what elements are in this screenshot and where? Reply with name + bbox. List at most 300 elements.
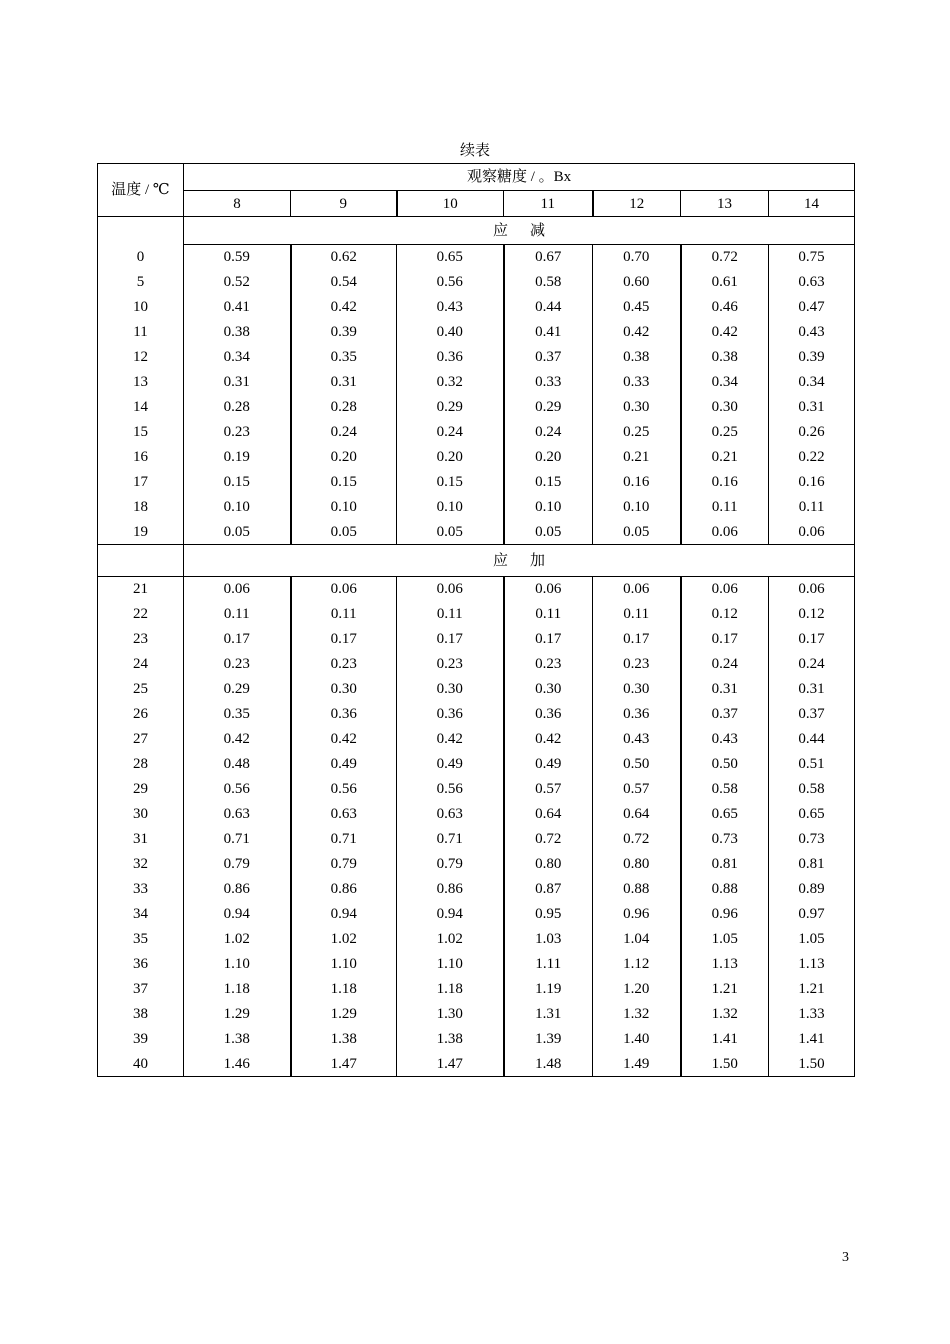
correction-value-cell: 0.65: [769, 801, 855, 826]
correction-value-cell: 0.56: [397, 776, 504, 801]
correction-value-cell: 0.58: [769, 776, 855, 801]
correction-value-cell: 0.34: [681, 369, 769, 394]
header-row-columns: [98, 191, 855, 217]
correction-value-cell: 0.50: [681, 751, 769, 776]
correction-value-cell: 1.21: [681, 976, 769, 1001]
correction-value-cell: 0.58: [681, 776, 769, 801]
correction-value-cell: 0.56: [184, 776, 291, 801]
correction-value-cell: 1.02: [291, 926, 397, 951]
correction-value-cell: 0.63: [291, 801, 397, 826]
table-row: [98, 269, 855, 294]
correction-value-cell: 1.41: [681, 1026, 769, 1051]
correction-value-cell: 0.86: [397, 876, 504, 901]
section-label-subtract: 应减: [184, 217, 855, 245]
temperature-cell: 32: [133, 855, 148, 872]
table-row: [98, 801, 855, 826]
correction-value-cell: 0.79: [184, 851, 291, 876]
correction-value-cell: 0.10: [184, 494, 291, 519]
correction-value-cell: 0.67: [504, 245, 593, 270]
correction-value-cell: 0.38: [593, 344, 681, 369]
correction-value-cell: 1.02: [397, 926, 504, 951]
correction-value-cell: 0.35: [291, 344, 397, 369]
correction-value-cell: 0.70: [593, 245, 681, 270]
correction-value-cell: 0.30: [504, 676, 593, 701]
section-blank-cell: [98, 217, 184, 245]
correction-value-cell: 1.29: [291, 1001, 397, 1026]
table-row: [98, 344, 855, 369]
table-row: [98, 245, 855, 270]
temperature-cell: 19: [133, 523, 148, 540]
correction-value-cell: 0.30: [681, 394, 769, 419]
correction-value-cell: 1.39: [504, 1026, 593, 1051]
correction-value-cell: 0.33: [504, 369, 593, 394]
correction-value-cell: 0.64: [504, 801, 593, 826]
correction-value-cell: 0.41: [184, 294, 291, 319]
correction-value-cell: 0.17: [504, 626, 593, 651]
correction-value-cell: 0.63: [769, 269, 855, 294]
page-number: 3: [842, 1250, 849, 1265]
temperature-cell: 26: [133, 705, 148, 722]
table-row: [98, 319, 855, 344]
table-row: [98, 369, 855, 394]
table-row: [98, 751, 855, 776]
correction-value-cell: 0.42: [504, 726, 593, 751]
correction-value-cell: 1.03: [504, 926, 593, 951]
correction-value-cell: 0.79: [291, 851, 397, 876]
correction-value-cell: 0.20: [397, 444, 504, 469]
correction-value-cell: 0.28: [184, 394, 291, 419]
column-header-14: 14: [769, 191, 855, 217]
correction-value-cell: 0.36: [291, 701, 397, 726]
correction-value-cell: 1.49: [593, 1051, 681, 1077]
table-row: [98, 701, 855, 726]
correction-value-cell: 0.23: [504, 651, 593, 676]
correction-value-cell: 1.38: [397, 1026, 504, 1051]
correction-value-cell: 0.81: [681, 851, 769, 876]
correction-value-cell: 0.89: [769, 876, 855, 901]
correction-value-cell: 0.25: [681, 419, 769, 444]
correction-value-cell: 0.11: [397, 601, 504, 626]
correction-value-cell: 1.21: [769, 976, 855, 1001]
correction-value-cell: 0.16: [769, 469, 855, 494]
correction-value-cell: 0.28: [291, 394, 397, 419]
correction-value-cell: 0.06: [291, 577, 397, 602]
section-blank-cell: [98, 545, 184, 577]
correction-value-cell: 0.21: [593, 444, 681, 469]
correction-value-cell: 0.24: [291, 419, 397, 444]
temperature-cell: 12: [133, 348, 148, 365]
correction-value-cell: 0.42: [593, 319, 681, 344]
correction-value-cell: 0.24: [504, 419, 593, 444]
correction-value-cell: 1.38: [184, 1026, 291, 1051]
correction-value-cell: 0.49: [504, 751, 593, 776]
correction-value-cell: 0.96: [681, 901, 769, 926]
correction-value-cell: 0.05: [184, 519, 291, 545]
correction-value-cell: 0.49: [397, 751, 504, 776]
correction-value-cell: 1.30: [397, 1001, 504, 1026]
correction-value-cell: 0.65: [681, 801, 769, 826]
correction-value-cell: 0.86: [291, 876, 397, 901]
table-row: [98, 676, 855, 701]
correction-value-cell: 0.37: [504, 344, 593, 369]
table-caption: 续表: [459, 143, 490, 159]
correction-value-cell: 0.17: [184, 626, 291, 651]
correction-value-cell: 0.17: [397, 626, 504, 651]
correction-value-cell: 0.34: [769, 369, 855, 394]
correction-value-cell: 0.15: [184, 469, 291, 494]
temperature-cell: 37: [133, 980, 148, 997]
correction-value-cell: 0.47: [769, 294, 855, 319]
correction-value-cell: 0.29: [504, 394, 593, 419]
correction-value-cell: 0.11: [184, 601, 291, 626]
correction-value-cell: 0.71: [291, 826, 397, 851]
correction-value-cell: 0.23: [397, 651, 504, 676]
correction-value-cell: 1.11: [504, 951, 593, 976]
temperature-cell: 25: [133, 680, 148, 697]
correction-value-cell: 0.05: [397, 519, 504, 545]
correction-value-cell: 0.64: [593, 801, 681, 826]
table-row: [98, 651, 855, 676]
correction-value-cell: 1.29: [184, 1001, 291, 1026]
correction-value-cell: 0.37: [769, 701, 855, 726]
table-row: [98, 976, 855, 1001]
correction-value-cell: 0.51: [769, 751, 855, 776]
table-row: [98, 294, 855, 319]
temperature-cell: 28: [133, 755, 148, 772]
column-header-12: 12: [593, 191, 681, 217]
table-row: [98, 419, 855, 444]
correction-value-cell: 0.61: [681, 269, 769, 294]
correction-value-cell: 1.47: [397, 1051, 504, 1077]
correction-value-cell: 0.81: [769, 851, 855, 876]
correction-value-cell: 0.17: [681, 626, 769, 651]
correction-value-cell: 0.24: [397, 419, 504, 444]
correction-value-cell: 0.45: [593, 294, 681, 319]
correction-value-cell: 0.54: [291, 269, 397, 294]
row-header-temperature: 温度 / ℃: [98, 164, 184, 217]
correction-value-cell: 0.52: [184, 269, 291, 294]
correction-value-cell: 0.95: [504, 901, 593, 926]
correction-value-cell: 0.24: [681, 651, 769, 676]
temperature-cell: 10: [133, 298, 148, 315]
correction-value-cell: 0.20: [291, 444, 397, 469]
temperature-cell: 40: [133, 1055, 148, 1072]
correction-value-cell: 0.10: [397, 494, 504, 519]
correction-value-cell: 0.50: [593, 751, 681, 776]
correction-value-cell: 1.32: [681, 1001, 769, 1026]
correction-value-cell: 0.71: [397, 826, 504, 851]
correction-value-cell: 1.18: [184, 976, 291, 1001]
correction-value-cell: 0.63: [397, 801, 504, 826]
correction-value-cell: 0.43: [681, 726, 769, 751]
correction-value-cell: 0.32: [397, 369, 504, 394]
correction-value-cell: 0.10: [593, 494, 681, 519]
correction-value-cell: 0.44: [769, 726, 855, 751]
correction-value-cell: 1.48: [504, 1051, 593, 1077]
correction-value-cell: 0.73: [681, 826, 769, 851]
correction-value-cell: 0.65: [397, 245, 504, 270]
correction-value-cell: 0.38: [184, 319, 291, 344]
correction-value-cell: 0.59: [184, 245, 291, 270]
correction-value-cell: 0.34: [184, 344, 291, 369]
correction-value-cell: 0.97: [769, 901, 855, 926]
correction-value-cell: 0.23: [291, 651, 397, 676]
correction-value-cell: 0.15: [291, 469, 397, 494]
correction-value-cell: 1.50: [681, 1051, 769, 1077]
correction-value-cell: 0.31: [291, 369, 397, 394]
correction-value-cell: 0.62: [291, 245, 397, 270]
correction-value-cell: 0.11: [593, 601, 681, 626]
correction-value-cell: 1.04: [593, 926, 681, 951]
correction-value-cell: 0.17: [593, 626, 681, 651]
temperature-cell: 30: [133, 805, 148, 822]
correction-value-cell: 0.16: [681, 469, 769, 494]
correction-value-cell: 0.12: [769, 601, 855, 626]
correction-value-cell: 0.94: [291, 901, 397, 926]
correction-value-cell: 0.43: [769, 319, 855, 344]
section-label-add: 应加: [184, 545, 855, 577]
correction-value-cell: 0.29: [397, 394, 504, 419]
correction-value-cell: 0.12: [681, 601, 769, 626]
correction-value-cell: 1.40: [593, 1026, 681, 1051]
correction-value-cell: 0.36: [397, 701, 504, 726]
correction-value-cell: 0.31: [769, 394, 855, 419]
temperature-cell: 13: [133, 373, 148, 390]
correction-value-cell: 0.19: [184, 444, 291, 469]
temperature-cell: 31: [133, 830, 148, 847]
correction-value-cell: 0.05: [504, 519, 593, 545]
table-row: [98, 851, 855, 876]
correction-value-cell: 1.12: [593, 951, 681, 976]
correction-value-cell: 0.24: [769, 651, 855, 676]
correction-value-cell: 0.36: [397, 344, 504, 369]
correction-value-cell: 0.16: [593, 469, 681, 494]
temperature-cell: 36: [133, 955, 148, 972]
correction-value-cell: 0.73: [769, 826, 855, 851]
correction-value-cell: 0.23: [184, 651, 291, 676]
correction-value-cell: 0.22: [769, 444, 855, 469]
correction-value-cell: 0.86: [184, 876, 291, 901]
table-row: [98, 577, 855, 602]
correction-value-cell: 0.06: [504, 577, 593, 602]
correction-value-cell: 0.05: [593, 519, 681, 545]
section-row-add: [98, 545, 855, 577]
correction-value-cell: 0.94: [184, 901, 291, 926]
correction-value-cell: 0.06: [769, 577, 855, 602]
table-row: [98, 776, 855, 801]
correction-value-cell: 1.19: [504, 976, 593, 1001]
correction-value-cell: 0.31: [184, 369, 291, 394]
header-row-group: [98, 164, 855, 191]
temperature-cell: 15: [133, 423, 148, 440]
correction-value-cell: 1.38: [291, 1026, 397, 1051]
table-row: [98, 876, 855, 901]
sugar-correction-table: [97, 163, 855, 1077]
correction-value-cell: 0.15: [397, 469, 504, 494]
correction-value-cell: 0.25: [593, 419, 681, 444]
table-row: [98, 901, 855, 926]
temperature-cell: 35: [133, 930, 148, 947]
correction-value-cell: 0.17: [769, 626, 855, 651]
correction-value-cell: 0.38: [681, 344, 769, 369]
temperature-cell: 29: [133, 780, 148, 797]
correction-value-cell: 0.36: [593, 701, 681, 726]
correction-value-cell: 0.46: [681, 294, 769, 319]
correction-value-cell: 0.06: [769, 519, 855, 545]
correction-value-cell: 0.94: [397, 901, 504, 926]
correction-value-cell: 1.50: [769, 1051, 855, 1077]
correction-value-cell: 0.10: [504, 494, 593, 519]
correction-value-cell: 0.33: [593, 369, 681, 394]
correction-value-cell: 1.10: [291, 951, 397, 976]
temperature-cell: 0: [136, 248, 145, 265]
temperature-cell: 38: [133, 1005, 148, 1022]
correction-value-cell: 1.05: [769, 926, 855, 951]
table-row: [98, 394, 855, 419]
correction-value-cell: 0.39: [769, 344, 855, 369]
correction-value-cell: 0.60: [593, 269, 681, 294]
correction-value-cell: 1.02: [184, 926, 291, 951]
table-row: [98, 469, 855, 494]
correction-value-cell: 0.23: [184, 419, 291, 444]
table-row: [98, 726, 855, 751]
correction-value-cell: 1.41: [769, 1026, 855, 1051]
correction-value-cell: 0.11: [504, 601, 593, 626]
correction-value-cell: 0.31: [769, 676, 855, 701]
correction-value-cell: 0.79: [397, 851, 504, 876]
correction-value-cell: 0.39: [291, 319, 397, 344]
temperature-cell: 11: [133, 323, 148, 340]
correction-value-cell: 0.11: [769, 494, 855, 519]
table-row: [98, 626, 855, 651]
correction-value-cell: 0.06: [397, 577, 504, 602]
correction-value-cell: 0.63: [184, 801, 291, 826]
correction-value-cell: 1.13: [769, 951, 855, 976]
group-header-brix: 观察糖度 / 。Bx: [184, 164, 855, 191]
temperature-cell: 24: [133, 655, 148, 672]
column-header-13: 13: [681, 191, 769, 217]
column-header-10: 10: [397, 191, 504, 217]
correction-value-cell: 0.48: [184, 751, 291, 776]
table-row: [98, 1026, 855, 1051]
correction-value-cell: 0.35: [184, 701, 291, 726]
temperature-cell: 34: [133, 905, 148, 922]
correction-value-cell: 0.43: [397, 294, 504, 319]
correction-value-cell: 1.47: [291, 1051, 397, 1077]
correction-value-cell: 0.21: [681, 444, 769, 469]
correction-value-cell: 0.11: [681, 494, 769, 519]
table-row: [98, 1051, 855, 1077]
table-row: [98, 951, 855, 976]
temperature-cell: 22: [133, 605, 148, 622]
correction-value-cell: 0.36: [504, 701, 593, 726]
correction-value-cell: 1.31: [504, 1001, 593, 1026]
correction-value-cell: 0.58: [504, 269, 593, 294]
correction-value-cell: 0.72: [504, 826, 593, 851]
column-header-9: 9: [291, 191, 397, 217]
correction-value-cell: 0.23: [593, 651, 681, 676]
temperature-cell: 21: [133, 581, 148, 597]
table-row: [98, 826, 855, 851]
correction-value-cell: 0.56: [397, 269, 504, 294]
correction-value-cell: 1.33: [769, 1001, 855, 1026]
column-header-11: 11: [504, 191, 593, 217]
correction-value-cell: 0.42: [397, 726, 504, 751]
correction-value-cell: 1.10: [397, 951, 504, 976]
correction-value-cell: 1.18: [291, 976, 397, 1001]
temperature-cell: 16: [133, 448, 148, 465]
temperature-cell: 27: [133, 730, 148, 747]
correction-value-cell: 0.42: [681, 319, 769, 344]
correction-value-cell: 0.20: [504, 444, 593, 469]
table-row: [98, 926, 855, 951]
correction-value-cell: 1.05: [681, 926, 769, 951]
correction-value-cell: 0.06: [184, 577, 291, 602]
correction-value-cell: 0.49: [291, 751, 397, 776]
table-row: [98, 494, 855, 519]
correction-value-cell: 0.88: [593, 876, 681, 901]
correction-value-cell: 0.43: [593, 726, 681, 751]
correction-value-cell: 1.20: [593, 976, 681, 1001]
temperature-cell: 18: [133, 498, 148, 515]
correction-value-cell: 0.06: [681, 519, 769, 545]
correction-value-cell: 0.29: [184, 676, 291, 701]
temperature-cell: 39: [133, 1030, 148, 1047]
temperature-cell: 23: [133, 630, 148, 647]
column-header-8: 8: [184, 191, 291, 217]
correction-value-cell: 0.41: [504, 319, 593, 344]
correction-value-cell: 0.57: [593, 776, 681, 801]
temperature-cell: 14: [133, 398, 148, 415]
table-row: [98, 601, 855, 626]
correction-value-cell: 0.72: [593, 826, 681, 851]
correction-value-cell: 0.88: [681, 876, 769, 901]
correction-value-cell: 0.40: [397, 319, 504, 344]
correction-value-cell: 1.32: [593, 1001, 681, 1026]
table-row: [98, 519, 855, 545]
correction-value-cell: 0.06: [593, 577, 681, 602]
correction-value-cell: 0.10: [291, 494, 397, 519]
correction-value-cell: 0.30: [291, 676, 397, 701]
correction-value-cell: 0.96: [593, 901, 681, 926]
correction-value-cell: 0.71: [184, 826, 291, 851]
correction-value-cell: 0.30: [593, 676, 681, 701]
correction-value-cell: 0.42: [291, 726, 397, 751]
correction-value-cell: 0.15: [504, 469, 593, 494]
correction-value-cell: 1.18: [397, 976, 504, 1001]
correction-value-cell: 0.30: [593, 394, 681, 419]
correction-value-cell: 0.06: [681, 577, 769, 602]
table-row: [98, 1001, 855, 1026]
correction-value-cell: 0.57: [504, 776, 593, 801]
correction-value-cell: 0.80: [593, 851, 681, 876]
correction-value-cell: 0.37: [681, 701, 769, 726]
correction-value-cell: 0.44: [504, 294, 593, 319]
correction-value-cell: 0.80: [504, 851, 593, 876]
table-row: [98, 444, 855, 469]
correction-value-cell: 0.31: [681, 676, 769, 701]
table-body: [98, 164, 855, 1077]
temperature-cell: 33: [133, 880, 148, 897]
correction-value-cell: 0.11: [291, 601, 397, 626]
correction-value-cell: 0.05: [291, 519, 397, 545]
correction-value-cell: 0.42: [184, 726, 291, 751]
correction-value-cell: 1.10: [184, 951, 291, 976]
correction-value-cell: 0.87: [504, 876, 593, 901]
correction-value-cell: 1.13: [681, 951, 769, 976]
correction-value-cell: 0.30: [397, 676, 504, 701]
correction-value-cell: 0.26: [769, 419, 855, 444]
